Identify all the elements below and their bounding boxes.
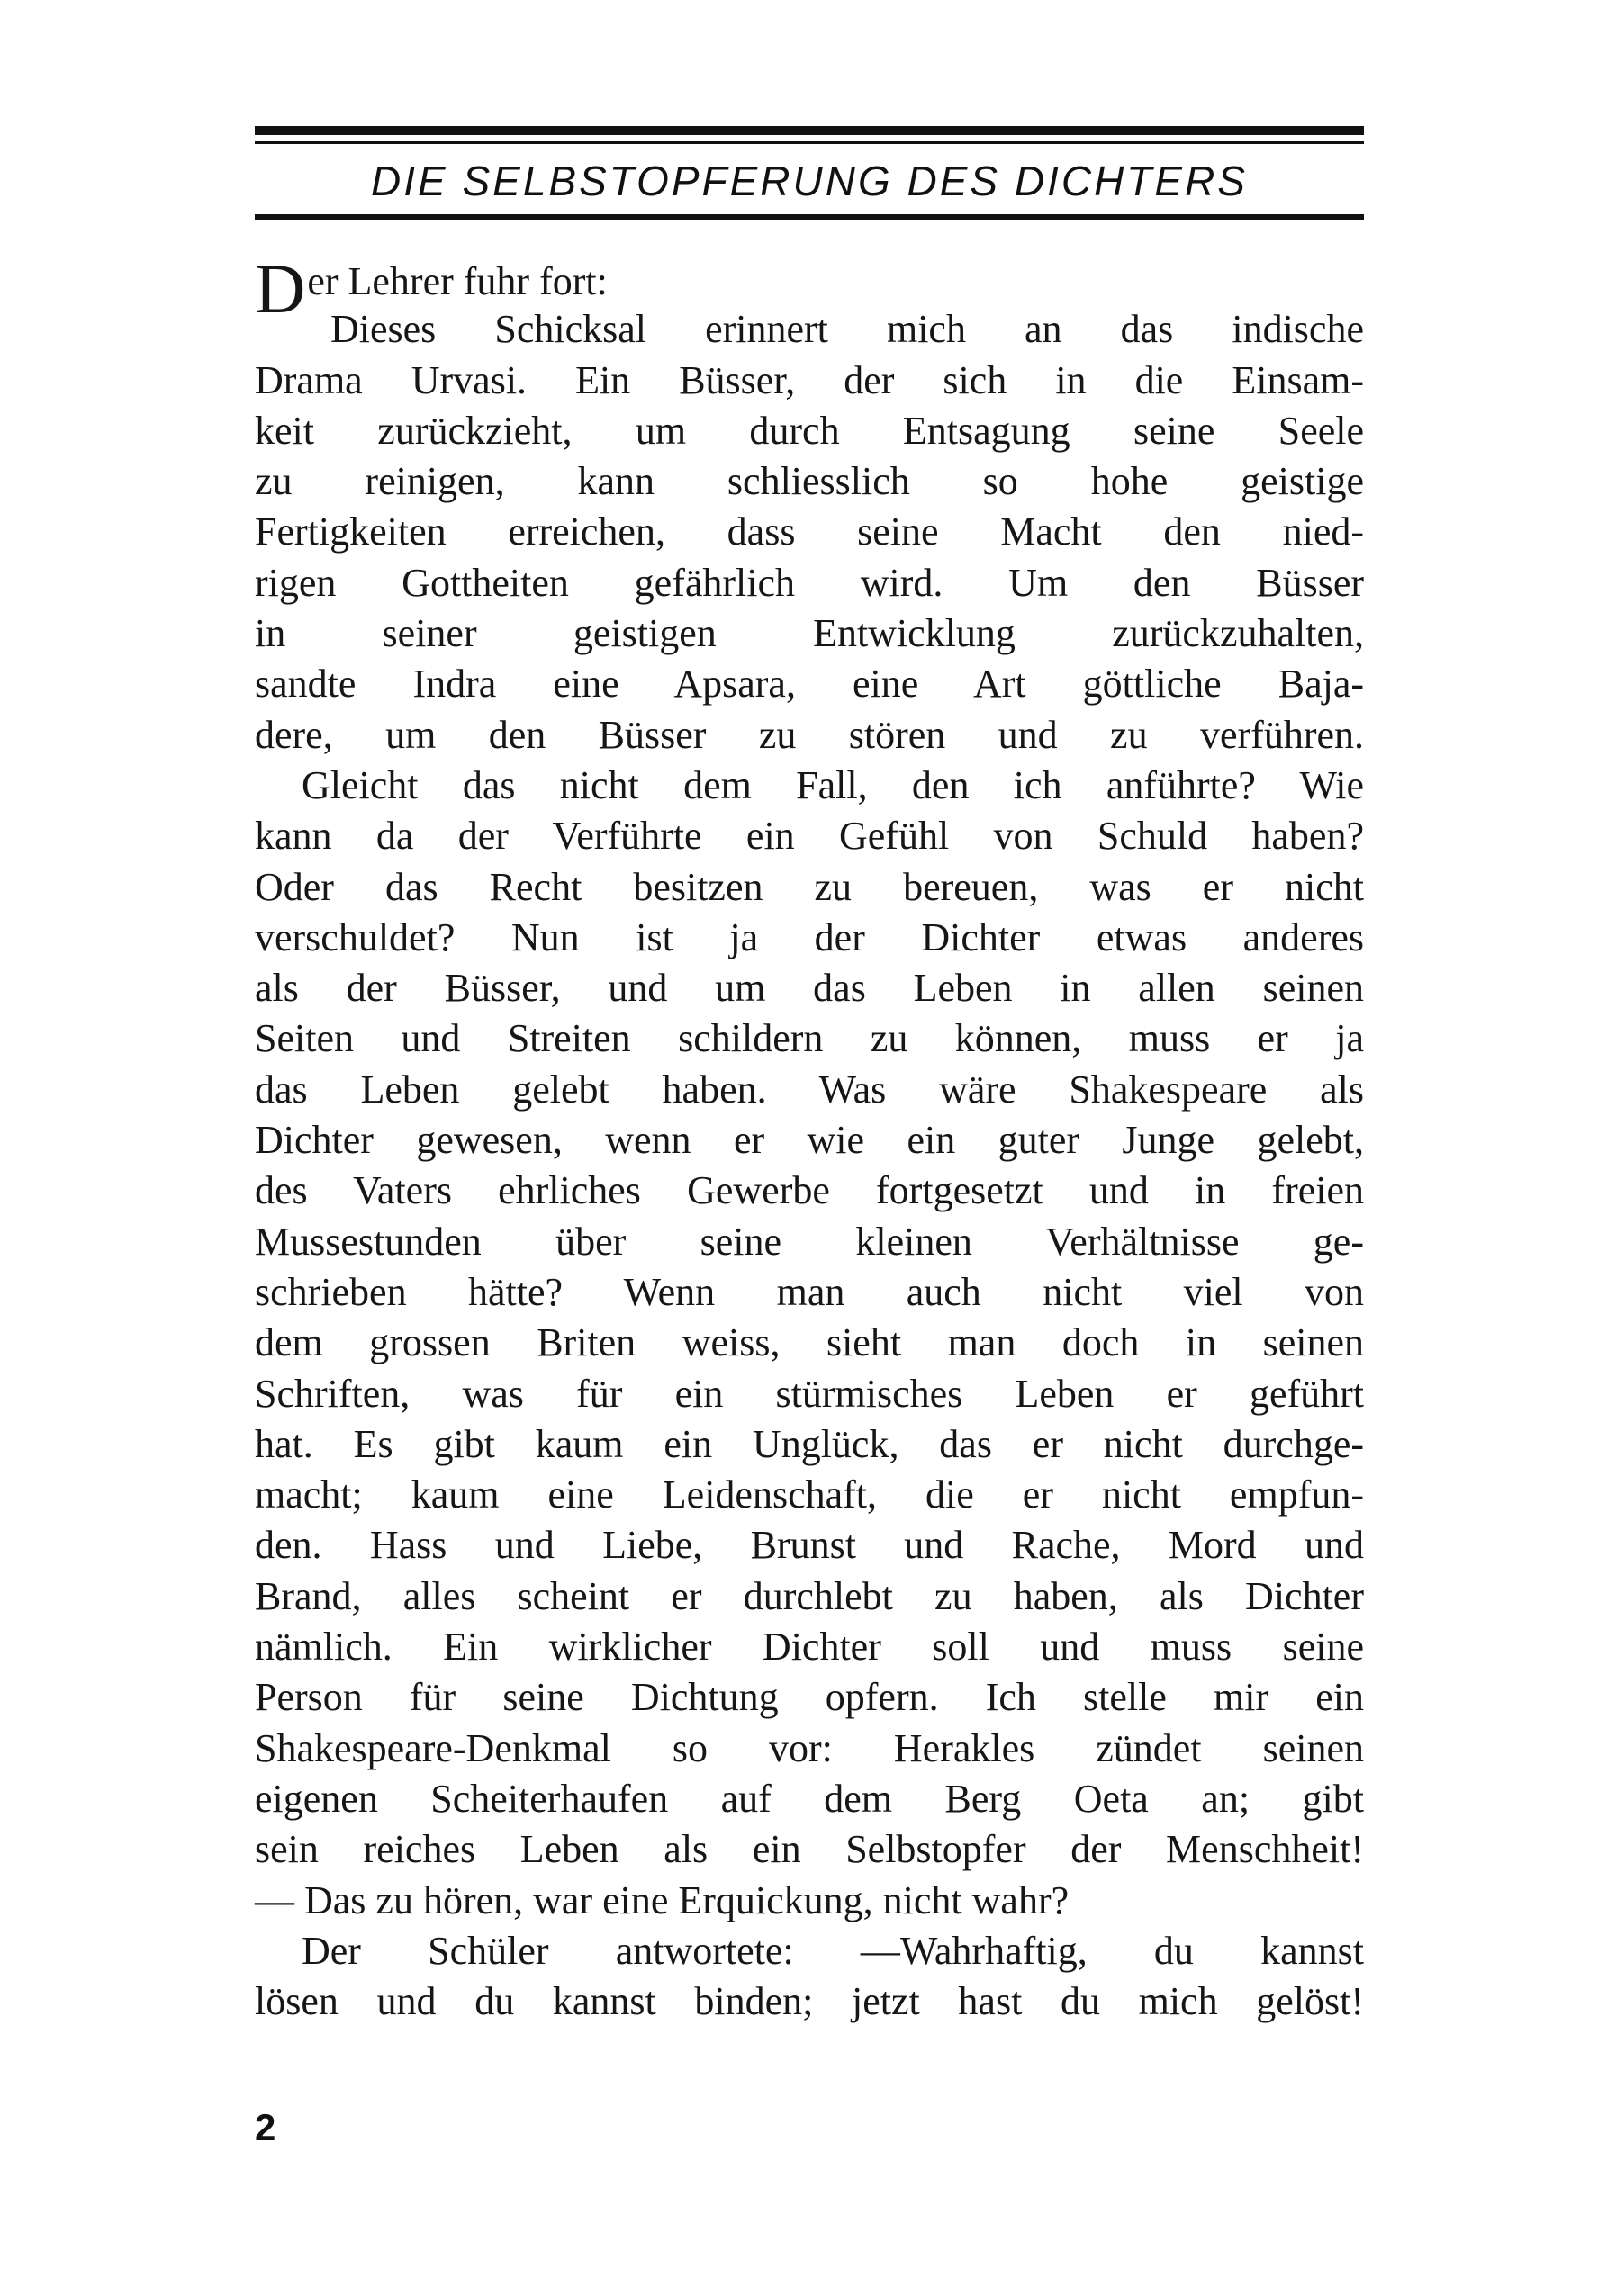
header-rule-bottom [255,214,1364,220]
text-line: das Leben gelebt haben. Was wäre Shakespeare als [255,1067,1364,1112]
text-line: Gleicht das nicht dem Fall, den ich anführte? Wie [302,762,1364,807]
text-line: den. Hass und Liebe, Brunst und Rache, Mord und [255,1523,1364,1568]
text-line: Oder das Recht besitzen zu bereuen, was er nicht [255,864,1364,909]
text-line: Seiten und Streiten schildern zu können, muss er ja [255,1016,1364,1061]
text-line: sein reiches Leben als ein Selbstopfer der Menschheit! [255,1827,1364,1872]
text-line: hat. Es gibt kaum ein Unglück, das er nicht durchge- [255,1421,1364,1466]
text-line: Mussestunden über seine kleinen Verhältnisse ge- [255,1219,1364,1264]
text-line: Drama Urvasi. Ein Büsser, der sich in die Einsam- [255,357,1364,402]
text-line: schrieben hätte? Wenn man auch nicht viel von [255,1269,1364,1314]
header-rule-thin [255,141,1364,144]
text-line: des Vaters ehrliches Gewerbe fortgesetzt und in freien [255,1168,1364,1213]
text-line: als der Büsser, und um das Leben in allen seinen [255,966,1364,1011]
text-line: Dichter gewesen, wenn er wie ein guter Junge gelebt, [255,1118,1364,1163]
text-line: — Das zu hören, war eine Erquickung, nicht wahr? [255,1877,1070,1922]
text-line: Der Schüler antwortete: —Wahrhaftig, du kannst [302,1928,1364,1973]
drop-cap: D [255,249,306,328]
text-line: Shakespeare-Denkmal so vor: Herakles zündet seinen [255,1725,1364,1770]
text-line: dem grossen Briten weiss, sieht man doch in seinen [255,1320,1364,1365]
text-line: Schriften, was für ein stürmisches Leben er geführt [255,1371,1364,1416]
text-line: rigen Gottheiten gefährlich wird. Um den Büsser [255,560,1364,605]
text-line: Person für seine Dichtung opfern. Ich stelle mir ein [255,1675,1364,1720]
header-rule-thick [255,126,1364,135]
text-line: zu reinigen, kann schliesslich so hohe geistige [255,459,1364,504]
running-head: DIE SELBSTOPFERUNG DES DICHTERS [371,158,1248,204]
text-line: kann da der Verführte ein Gefühl von Schuld haben? [255,814,1364,859]
text-line: Brand, alles scheint er durchlebt zu haben, als Dichter [255,1573,1364,1618]
text-line: keit zurückzieht, um durch Entsagung seine Seele [255,408,1364,453]
text-line: macht; kaum eine Leidenschaft, die er nicht empfun- [255,1472,1364,1517]
text-line: lösen und du kannst binden; jetzt hast du mich gelöst! [255,1979,1364,2024]
text-line: dere, um den Büsser zu stören und zu verführen. [255,712,1364,757]
text-line: in seiner geistigen Entwicklung zurückzuhalten, [255,611,1364,656]
text-line: eigenen Scheiterhaufen auf dem Berg Oeta an; gibt [255,1776,1364,1821]
text-line: verschuldet? Nun ist ja der Dichter etwas anderes [255,914,1364,959]
text-line: Dieses Schicksal erinnert mich an das indische [330,307,1364,352]
book-page [255,126,1364,2160]
opening-line [255,249,1364,328]
body-text [255,249,1364,2027]
opening-text: er Lehrer fuhr fort: [307,259,608,303]
text-line: sandte Indra eine Apsara, eine Art göttliche Baja- [255,662,1364,707]
page-number: 2 [255,2106,276,2148]
text-line: nämlich. Ein wirklicher Dichter soll und muss seine [255,1625,1364,1670]
text-line: Fertigkeiten erreichen, dass seine Macht den nied- [255,509,1364,554]
